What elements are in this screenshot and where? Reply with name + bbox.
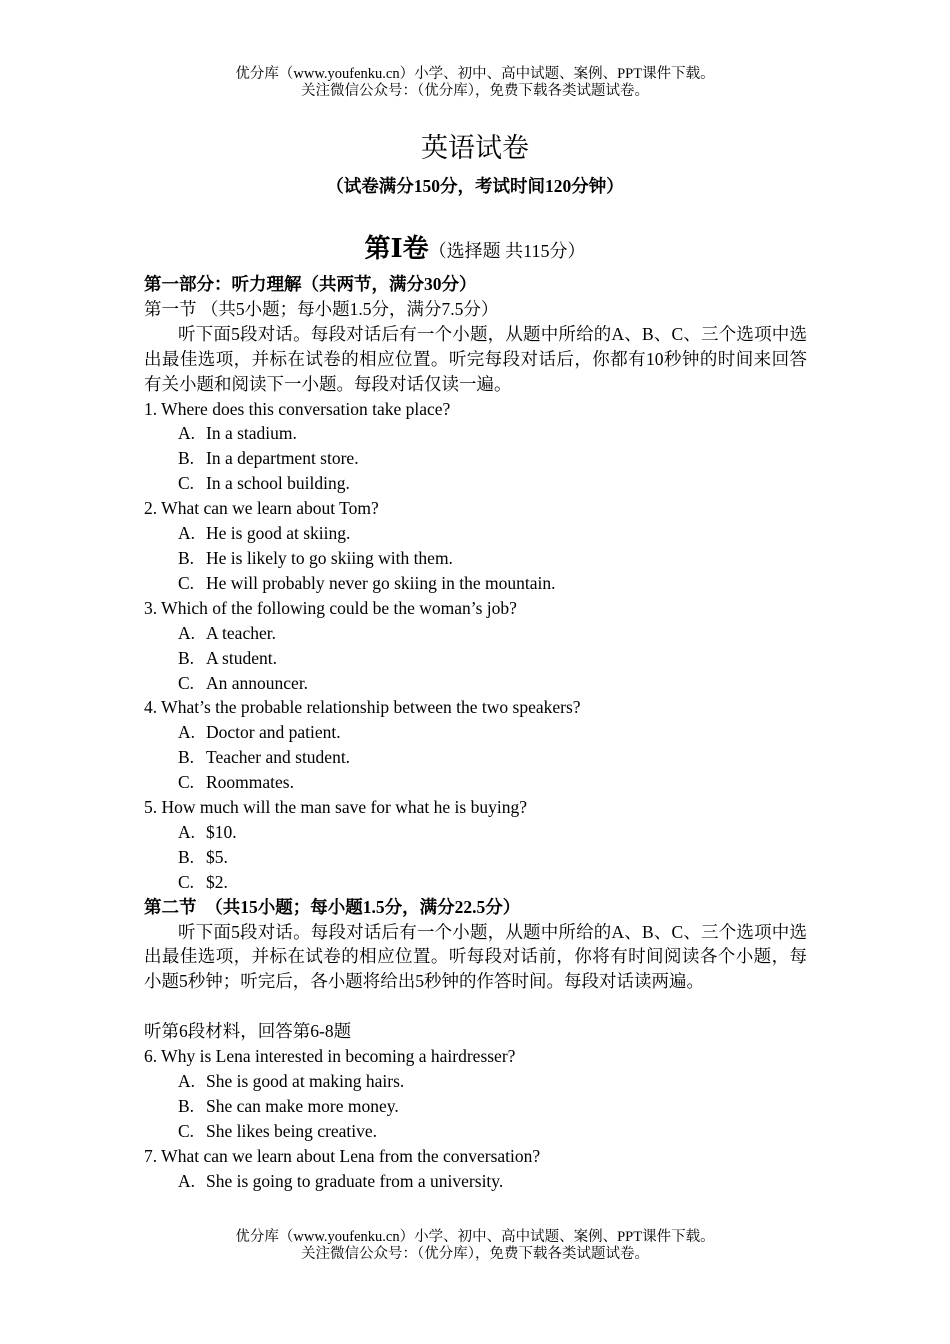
answer-option [144, 671, 807, 696]
option-text: She can make more money. [206, 1095, 399, 1116]
footer-line-1: 优分库（www.youfenku.cn）小学、初中、高中试题、案例、PPT课件下载。 [235, 1229, 715, 1245]
question-stem: 5. How much will the man save for what he is buying? [144, 797, 527, 818]
answer-option [144, 421, 807, 446]
answer-option [144, 471, 807, 496]
option-letter: B. [178, 1095, 195, 1116]
part1-heading: 第一部分：听力理解（共两节，满分30分） [144, 274, 477, 294]
question-stem: 3. Which of the following could be the woman’s job? [144, 597, 517, 618]
section1-heading: 第一节 （共5小题；每小题1.5分，满分7.5分） [144, 298, 499, 319]
option-text: She likes being creative. [206, 1120, 378, 1141]
answer-option [144, 1069, 807, 1094]
option-letter: A. [178, 821, 196, 842]
option-letter: C. [178, 871, 195, 892]
answer-option [144, 1169, 807, 1194]
section1-question-list [144, 397, 807, 895]
option-letter: B. [178, 747, 195, 768]
answer-option [144, 571, 807, 596]
page-footer [0, 1229, 950, 1263]
question-stem: 6. Why is Lena interested in becoming a hairdresser? [144, 1046, 516, 1067]
option-text: In a department store. [206, 448, 359, 469]
option-text: She is going to graduate from a university. [206, 1170, 504, 1191]
volume-label: 第Ⅰ卷 [364, 234, 429, 263]
section1-instructions: 听下面5段对话。每段对话后有一个小题，从题中所给的A、B、C、三个选项中选出最佳选项，并标在试卷的相应位置。听完每段对话后，你都有10秒钟的时间来回答有关小题和阅读下一小题。每段对话仅读一遍。 [144, 323, 807, 394]
option-text: A student. [206, 647, 277, 668]
option-letter: B. [178, 547, 195, 568]
option-letter: A. [178, 523, 196, 544]
question-stem: 4. What’s the probable relationship between the two speakers? [144, 697, 581, 718]
option-text: He will probably never go skiing in the mountain. [206, 572, 556, 593]
answer-option [144, 546, 807, 571]
question-stem: 2. What can we learn about Tom? [144, 498, 379, 519]
option-letter: B. [178, 647, 195, 668]
question-stem: 7. What can we learn about Lena from the conversation? [144, 1145, 541, 1166]
option-text: She is good at making hairs. [206, 1070, 405, 1091]
option-letter: C. [178, 672, 195, 693]
option-text: He is likely to go skiing with them. [206, 547, 453, 568]
answer-option [144, 521, 807, 546]
question-item [144, 397, 807, 497]
option-text: In a stadium. [206, 423, 297, 444]
section2-question-list [144, 1044, 807, 1193]
option-letter: A. [178, 1170, 196, 1191]
answer-option [144, 770, 807, 795]
option-text: Doctor and patient. [206, 722, 341, 743]
answer-option [144, 745, 807, 770]
option-text: In a school building. [206, 473, 350, 494]
volume-note: （选择题 共115分） [428, 241, 586, 261]
option-text: Roommates. [206, 772, 294, 793]
option-letter: B. [178, 448, 195, 469]
option-letter: B. [178, 846, 195, 867]
option-letter: A. [178, 622, 196, 643]
answer-option [144, 870, 807, 895]
answer-option [144, 646, 807, 671]
answer-option [144, 621, 807, 646]
question-item [144, 496, 807, 596]
page-header [0, 66, 950, 100]
question-stem: 1. Where does this conversation take place? [144, 398, 451, 419]
option-letter: A. [178, 722, 196, 743]
option-text: He is good at skiing. [206, 523, 351, 544]
answer-option [144, 845, 807, 870]
section2-instructions: 听下面5段对话。每段对话后有一个小题，从题中所给的A、B、C、三个选项中选出最佳选项，并标在试卷的相应位置。听每段对话前，你将有时间阅读各个小题，每小题5秒钟；听完后，各小题将给出5秒钟的作答时间。每段对话读两遍。 [144, 921, 807, 992]
option-text: An announcer. [206, 672, 309, 693]
question-item [144, 596, 807, 696]
option-letter: A. [178, 1070, 196, 1091]
exam-title: 英语试卷 [421, 133, 529, 163]
option-text: $10. [206, 821, 237, 842]
option-letter: C. [178, 1120, 195, 1141]
option-text: Teacher and student. [206, 747, 351, 768]
footer-line-2: 关注微信公众号：（优分库），免费下载各类试题试卷。 [301, 1246, 649, 1262]
answer-option [144, 446, 807, 471]
answer-option [144, 720, 807, 745]
exam-content [144, 272, 807, 1194]
option-text: A teacher. [206, 622, 276, 643]
exam-subtitle: （试卷满分150分，考试时间120分钟） [326, 176, 624, 196]
answer-option [144, 820, 807, 845]
question-item [144, 1144, 807, 1194]
option-text: $5. [206, 846, 228, 867]
answer-option [144, 1094, 807, 1119]
question-item [144, 695, 807, 795]
volume-title [0, 231, 950, 271]
spacer [144, 994, 807, 1019]
header-line-1: 优分库（www.youfenku.cn）小学、初中、高中试题、案例、PPT课件下载。 [235, 66, 715, 82]
option-letter: C. [178, 473, 195, 494]
option-text: $2. [206, 871, 228, 892]
question-item [144, 1044, 807, 1144]
option-letter: A. [178, 423, 196, 444]
option-letter: C. [178, 572, 195, 593]
answer-option [144, 1119, 807, 1144]
material-note: 听第6段材料，回答第6-8题 [144, 1021, 352, 1042]
section2-heading: 第二节 （共15小题；每小题1.5分，满分22.5分） [144, 896, 521, 917]
option-letter: C. [178, 772, 195, 793]
header-line-2: 关注微信公众号：（优分库），免费下载各类试题试卷。 [301, 83, 649, 99]
question-item [144, 795, 807, 895]
